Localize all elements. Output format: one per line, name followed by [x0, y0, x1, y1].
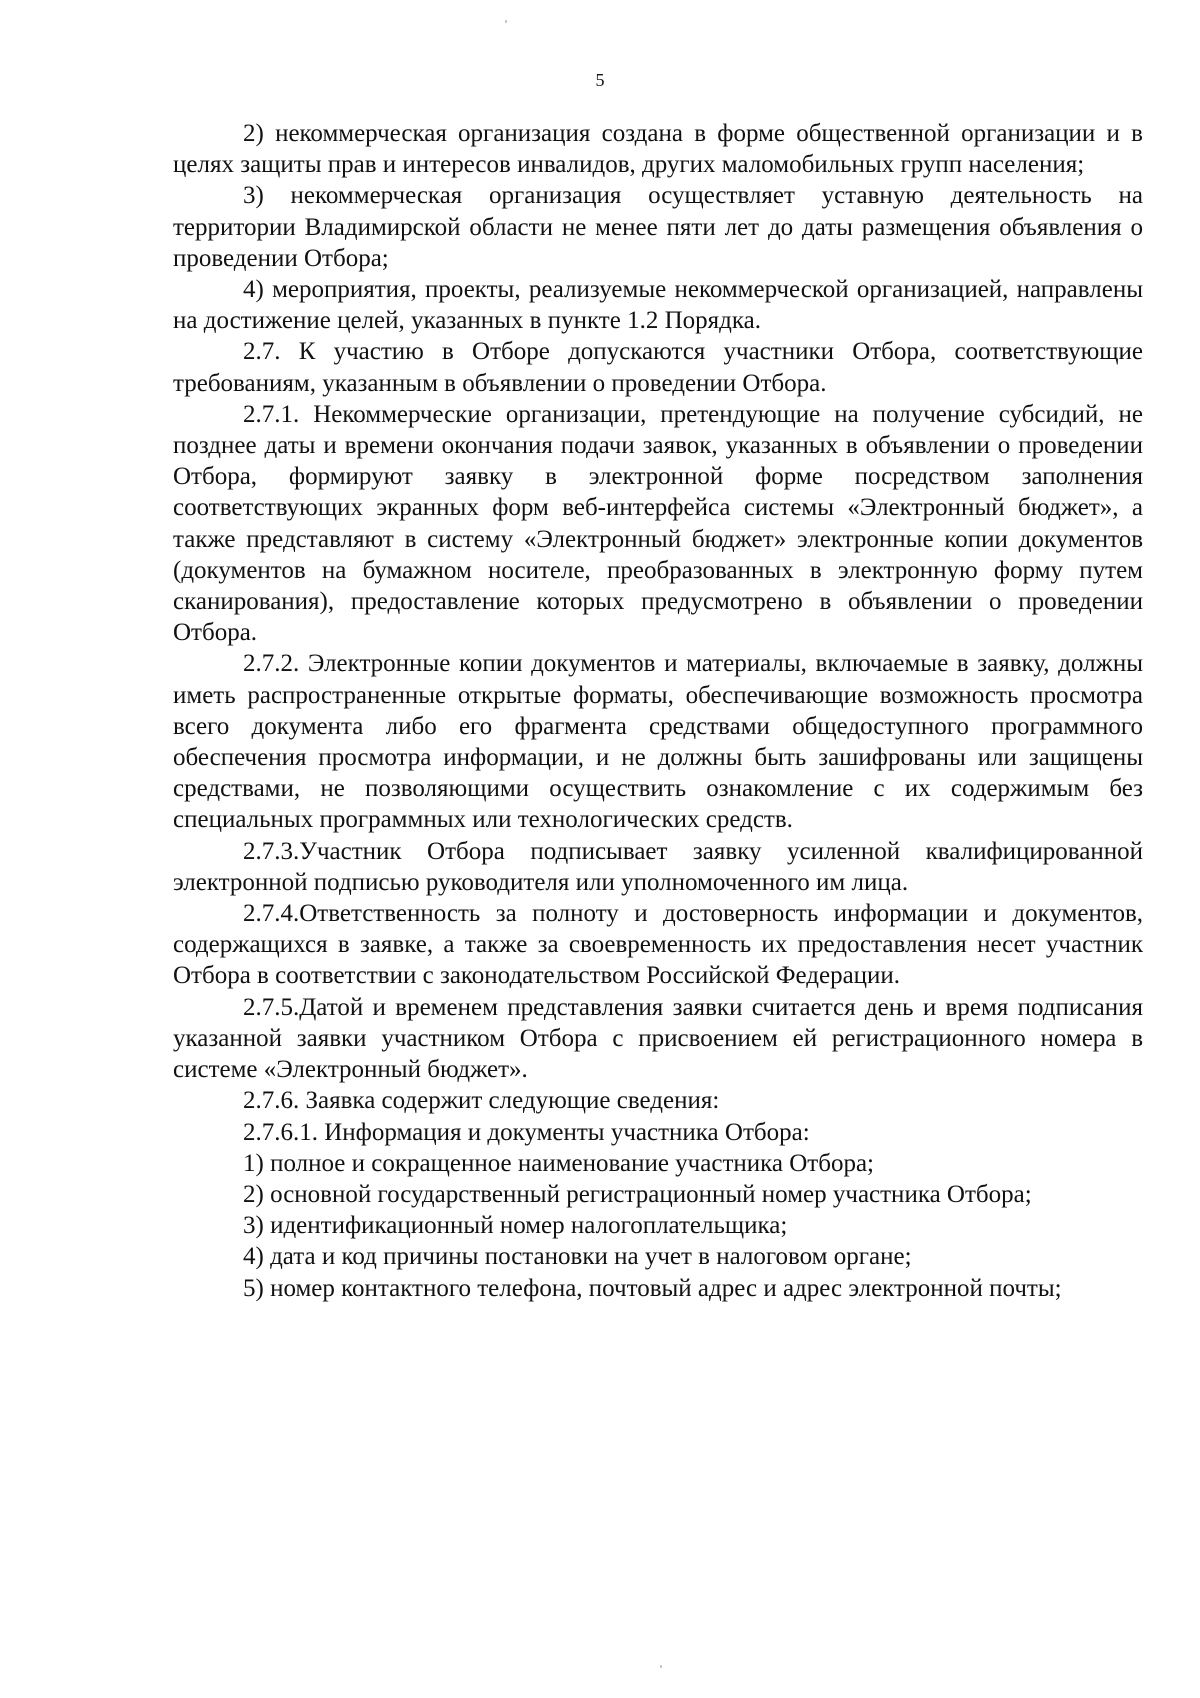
paragraph: 2.7.1. Некоммерческие организации, претендующие на получение субсидий, не позднее даты и времени окончания подачи заявок, указанных в объявлении о проведении Отбора, формируют заявку в электронной форме посредством заполнения соответствующих экранных форм веб-интерфейса системы «Электронный бюджет», а также представляют в систему «Электронный бюджет» электронные копии документов (документов на бумажном носителе, преобразованных в электронную форму путем сканирования), предоставление которых предусмотрено в объявлении о проведении Отбора.: [173, 400, 1143, 647]
paragraph: 2.7.5.Датой и временем представления заявки считается день и время подписания указанной заявки участником Отбора с присвоением ей регистрационного номера в системе «Электронный бюджет».: [173, 993, 1143, 1084]
paragraph: 2.7.6. Заявка содержит следующие сведения:: [243, 1087, 720, 1115]
paragraph: 2.7.2. Электронные копии документов и материалы, включаемые в заявку, должны иметь распространенные открытые форматы, обеспечивающие возможность просмотра всего документа либо его фрагмента средствами общедоступного программного обеспечения просмотра информации, и не должны быть зашифрованы или защищены средствами, не позволяющими осуществить ознакомление с их содержимым без специальных программных или технологических средств.: [173, 650, 1143, 834]
page-number: 5: [595, 70, 605, 90]
list-item: 1) полное и сокращенное наименование участника Отбора;: [243, 1149, 874, 1177]
paragraph: 2.7.4.Ответственность за полноту и достоверность информации и документов, содержащихся в заявке, а также за своевременность их предоставления несет участник Отбора в соответствии с законодательством Российской Федерации.: [173, 900, 1143, 990]
paragraph: 2.7.6.1. Информация и документы участника Отбора:: [243, 1118, 810, 1146]
scan-artifact-top: [505, 20, 507, 23]
list-item: 4) дата и код причины постановки на учет в налоговом органе;: [243, 1243, 912, 1271]
list-item: 2) основной государственный регистрационный номер участника Отбора;: [243, 1180, 1032, 1208]
paragraph: 2) некоммерческая организация создана в форме общественной организации и в целях защиты прав и интересов инвалидов, других маломобильных групп населения;: [173, 120, 1143, 179]
list-item: 5) номер контактного телефона, почтовый адрес и адрес электронной почты;: [243, 1274, 1062, 1302]
document-body: [173, 118, 1143, 1304]
paragraph: 3) некоммерческая организация осуществляет уставную деятельность на территории Владимирской области не менее пяти лет до даты размещения объявления о проведении Отбора;: [173, 182, 1143, 272]
paragraph: 2.7. К участию в Отборе допускаются участники Отбора, соответствующие требованиям, указанным в объявлении о проведении Отбора.: [173, 338, 1143, 397]
scan-artifact-bottom: [660, 1665, 662, 1668]
paragraph: 4) мероприятия, проекты, реализуемые некоммерческой организацией, направлены на достижение целей, указанных в пункте 1.2 Порядка.: [173, 276, 1143, 335]
paragraph: 2.7.3.Участник Отбора подписывает заявку усиленной квалифицированной электронной подписью руководителя или уполномоченного им лица.: [173, 837, 1143, 896]
list-item: 3) идентификационный номер налогоплательщика;: [243, 1212, 788, 1240]
